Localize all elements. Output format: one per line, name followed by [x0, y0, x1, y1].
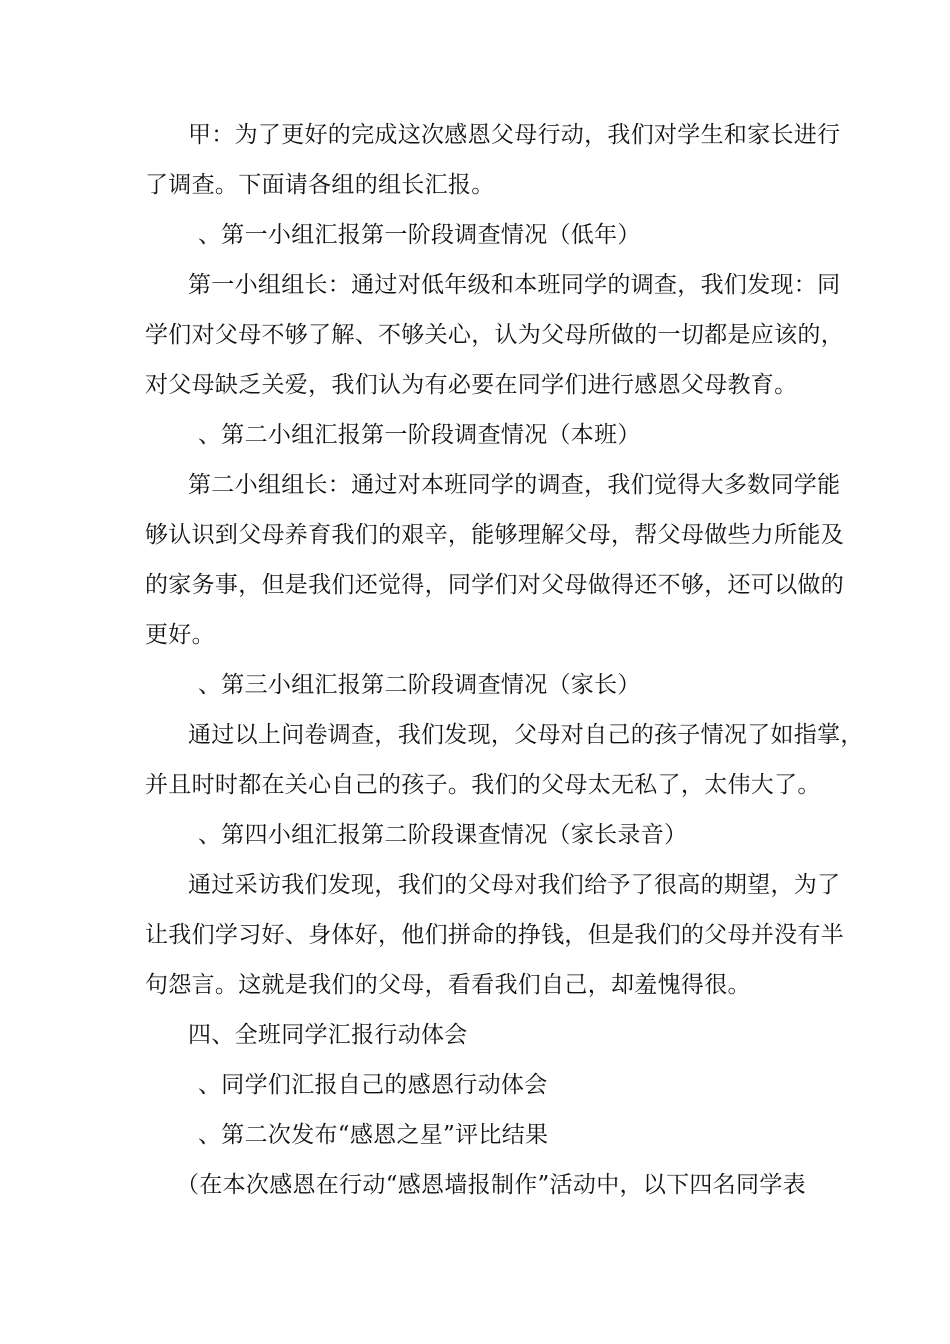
- section-heading: 、第四小组汇报第二阶段课查情况（家长录音）: [198, 822, 688, 848]
- text-line: 学们对父母不够了解、不够关心，认为父母所做的一切都是应该的，: [145, 322, 844, 348]
- text-line: 通过采访我们发现，我们的父母对我们给予了很高的期望，为了: [188, 872, 841, 898]
- text-line: 通过以上问卷调查，我们发现，父母对自己的孩子情况了如指掌，: [188, 722, 864, 748]
- text-line: 让我们学习好、身体好，他们拼命的挣钱，但是我们的父母并没有半: [145, 922, 844, 948]
- section-heading: 、同学们汇报自己的感恩行动体会: [198, 1072, 548, 1098]
- section-heading: 、第二次发布“感恩之星”评比结果: [198, 1122, 549, 1148]
- section-heading: 、第二小组汇报第一阶段调查情况（本班）: [198, 422, 641, 448]
- text-line: 并且时时都在关心自己的孩子。我们的父母太无私了，太伟大了。: [145, 772, 821, 798]
- text-line: 的家务事，但是我们还觉得，同学们对父母做得还不够，还可以做的: [145, 572, 844, 598]
- text-line: 第二小组组长：通过对本班同学的调查，我们觉得大多数同学能: [188, 472, 841, 498]
- text-line: 句怨言。这就是我们的父母，看看我们自己，却羞愧得很。: [145, 972, 751, 998]
- text-line: 了调查。下面请各组的组长汇报。: [145, 172, 495, 198]
- text-line: 第一小组组长：通过对低年级和本班同学的调查，我们发现：同: [188, 272, 841, 298]
- text-line: 对父母缺乏关爱，我们认为有必要在同学们进行感恩父母教育。: [145, 372, 798, 398]
- text-line: 更好。: [145, 622, 215, 648]
- text-line: 够认识到父母养育我们的艰辛，能够理解父母，帮父母做些力所能及: [145, 522, 844, 548]
- text-line: 甲：为了更好的完成这次感恩父母行动，我们对学生和家长进行: [188, 122, 841, 148]
- section-heading: 、第三小组汇报第二阶段调查情况（家长）: [198, 672, 641, 698]
- section-heading: 、第一小组汇报第一阶段调查情况（低年）: [198, 222, 641, 248]
- text-line: （在本次感恩在行动“感恩墙报制作”活动中，以下四名同学表: [176, 1172, 806, 1198]
- section-heading: 四、全班同学汇报行动体会: [188, 1022, 468, 1048]
